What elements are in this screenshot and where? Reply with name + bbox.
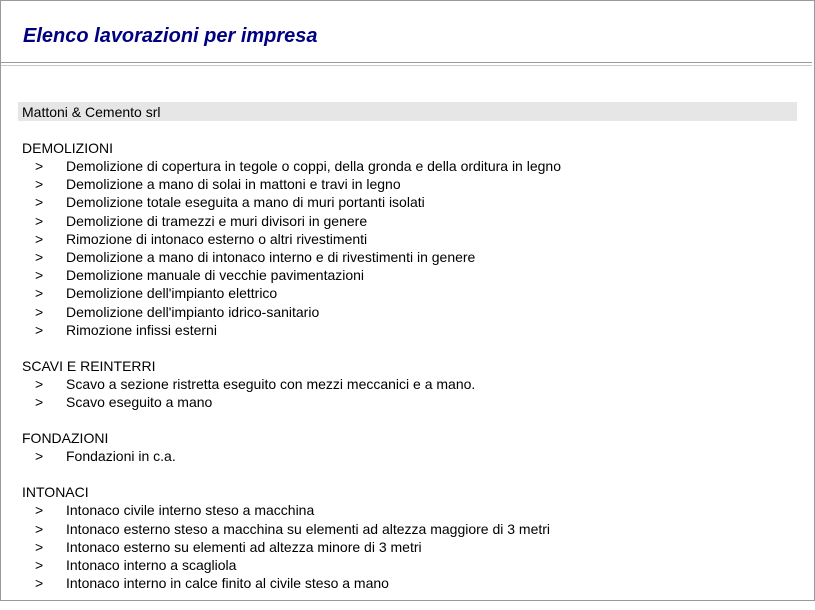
- work-item-label: Rimozione di intonaco esterno o altri rivestimenti: [66, 230, 368, 247]
- bullet-arrow-icon: >: [35, 448, 44, 465]
- work-item-label: Demolizione a mano di solai in mattoni e travi in legno: [66, 176, 401, 193]
- work-item-label: Demolizione manuale di vecchie pavimentazioni: [66, 267, 365, 284]
- bullet-arrow-icon: >: [35, 321, 44, 338]
- work-item-label: Demolizione dell'impianto idrico-sanitario: [66, 303, 320, 320]
- bullet-arrow-icon: >: [35, 267, 44, 284]
- list-item: [22, 393, 792, 411]
- bullet-arrow-icon: >: [35, 176, 44, 193]
- work-item-label: Intonaco esterno steso a macchina su elementi ad altezza maggiore di 3 metri: [66, 520, 551, 537]
- work-items-list: [22, 375, 792, 411]
- bullet-arrow-icon: >: [35, 575, 44, 592]
- list-item: [22, 321, 792, 339]
- bullet-arrow-icon: >: [35, 394, 44, 411]
- list-item: [22, 447, 792, 465]
- work-item-label: Intonaco interno in calce finito al civile steso a mano: [66, 575, 389, 592]
- bullet-arrow-icon: >: [35, 538, 44, 555]
- category-section: [22, 357, 792, 411]
- work-item-label: Demolizione di tramezzi e muri divisori in genere: [66, 212, 368, 229]
- bullet-arrow-icon: >: [35, 502, 44, 519]
- list-item: [22, 520, 792, 538]
- work-categories-list: [22, 139, 792, 610]
- bullet-arrow-icon: >: [35, 230, 44, 247]
- category-section: [22, 429, 792, 465]
- report-header: [1, 1, 812, 63]
- work-item-label: Intonaco esterno su elementi ad altezza minore di 3 metri: [66, 538, 422, 555]
- company-name: Mattoni & Cemento srl: [22, 104, 161, 120]
- work-item-label: Intonaco interno a scagliola: [66, 557, 237, 573]
- work-items-list: [22, 157, 792, 339]
- bullet-arrow-icon: >: [35, 520, 44, 537]
- list-item: [22, 538, 792, 556]
- category-title: INTONACI: [22, 484, 89, 501]
- list-item: [22, 266, 792, 284]
- work-items-list: [22, 447, 792, 465]
- list-item: [22, 284, 792, 302]
- category-section: [22, 139, 792, 339]
- bullet-arrow-icon: >: [35, 285, 44, 302]
- list-item: [22, 193, 792, 211]
- list-item: [22, 501, 792, 519]
- bullet-arrow-icon: >: [35, 212, 44, 229]
- company-bar: [18, 102, 797, 121]
- list-item: [22, 248, 792, 266]
- page-title: Elenco lavorazioni per impresa: [23, 25, 318, 47]
- category-section: [22, 483, 792, 592]
- bullet-arrow-icon: >: [35, 557, 44, 573]
- category-title: FONDAZIONI: [22, 430, 109, 447]
- header-divider: [1, 65, 812, 66]
- work-item-label: Demolizione di copertura in tegole o coppi, della gronda e della orditura in legno: [66, 158, 561, 174]
- list-item: [22, 175, 792, 193]
- list-item: [22, 157, 792, 175]
- work-items-list: [22, 501, 792, 592]
- list-item: [22, 556, 792, 574]
- work-item-label: Scavo eseguito a mano: [66, 394, 213, 411]
- work-item-label: Scavo a sezione ristretta eseguito con mezzi meccanici e a mano.: [66, 375, 476, 392]
- list-item: [22, 303, 792, 321]
- work-item-label: Demolizione totale eseguita a mano di muri portanti isolati: [66, 194, 425, 211]
- bullet-arrow-icon: >: [35, 375, 44, 392]
- work-item-label: Fondazioni in c.a.: [66, 448, 176, 465]
- list-item: [22, 212, 792, 230]
- bullet-arrow-icon: >: [35, 303, 44, 320]
- list-item: [22, 230, 792, 248]
- work-item-label: Rimozione infissi esterni: [66, 321, 217, 338]
- list-item: [22, 375, 792, 393]
- category-title: SCAVI E REINTERRI: [22, 357, 156, 374]
- bullet-arrow-icon: >: [35, 248, 44, 265]
- work-item-label: Intonaco civile interno steso a macchina: [66, 502, 315, 519]
- bullet-arrow-icon: >: [35, 158, 44, 174]
- bullet-arrow-icon: >: [35, 194, 44, 211]
- work-item-label: Demolizione a mano di intonaco interno e di rivestimenti in genere: [66, 248, 476, 265]
- work-item-label: Demolizione dell'impianto elettrico: [66, 285, 278, 302]
- category-title: DEMOLIZIONI: [22, 140, 114, 156]
- list-item: [22, 574, 792, 592]
